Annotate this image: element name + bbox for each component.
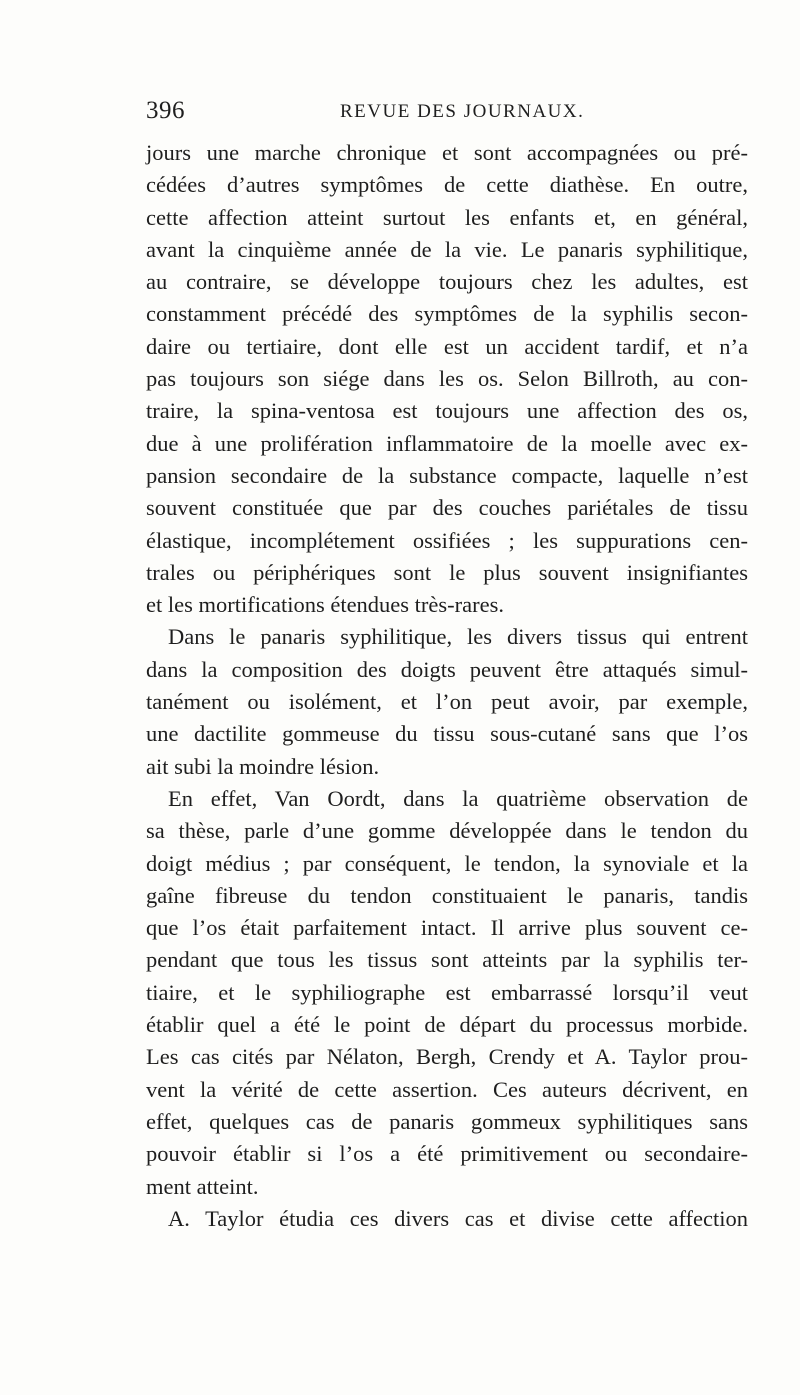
text-line: souvent constituée que par des couches pariétales de tissu: [146, 495, 748, 521]
text-line: pas toujours son siége dans les os. Selon Billroth, au con-: [146, 366, 748, 392]
text-line: constamment précédé des symptômes de la syphilis secon-: [146, 301, 748, 327]
page-number: 396: [146, 97, 185, 124]
running-title: REVUE DES JOURNAUX.: [340, 101, 585, 122]
text-line: A. Taylor étudia ces divers cas et divise cette affection: [168, 1205, 748, 1231]
text-line: tiaire, et le syphiliographe est embarrassé lorsqu’il veut: [146, 979, 748, 1005]
text-line: due à une prolifération inflammatoire de la moelle avec ex-: [146, 430, 748, 456]
text-line: Dans le panaris syphilitique, les divers tissus qui entrent: [168, 624, 748, 650]
text-line: doigt médius ; par conséquent, le tendon, la synoviale et la: [146, 850, 748, 876]
text-line: établir quel a été le point de départ du processus morbide.: [146, 1012, 748, 1038]
text-line: vent la vérité de cette assertion. Ces auteurs décrivent, en: [146, 1076, 748, 1102]
text-line: cette affection atteint surtout les enfants et, en général,: [146, 204, 748, 230]
text-line: daire ou tertiaire, dont elle est un accident tardif, et n’a: [146, 333, 748, 359]
page-header: [146, 94, 748, 134]
text-line: pansion secondaire de la substance compacte, laquelle n’est: [146, 462, 748, 488]
text-line: pendant que tous les tissus sont atteints par la syphilis ter-: [146, 947, 748, 973]
text-line: pouvoir établir si l’os a été primitivement ou secondaire-: [146, 1141, 748, 1167]
text-line: que l’os était parfaitement intact. Il arrive plus souvent ce-: [146, 915, 748, 941]
text-line: ment atteint.: [146, 1173, 259, 1199]
text-line: trales ou périphériques sont le plus souvent insignifiantes: [146, 559, 748, 585]
text-line: jours une marche chronique et sont accompagnées ou pré-: [146, 140, 748, 165]
text-line: gaîne fibreuse du tendon constituaient le panaris, tandis: [146, 882, 748, 908]
text-line: tanément ou isolément, et l’on peut avoir, par exemple,: [146, 689, 748, 715]
text-line: traire, la spina-ventosa est toujours une affection des os,: [146, 398, 748, 424]
text-line: élastique, incomplétement ossifiées ; les suppurations cen-: [146, 527, 748, 553]
text-line: dans la composition des doigts peuvent être attaqués simul-: [146, 656, 748, 682]
text-line: avant la cinquième année de la vie. Le panaris syphilitique,: [146, 236, 748, 262]
text-line: cédées d’autres symptômes de cette diathèse. En outre,: [146, 172, 748, 198]
text-line: ait subi la moindre lésion.: [146, 753, 380, 779]
text-line: et les mortifications étendues très-rares.: [146, 592, 504, 618]
text-line: effet, quelques cas de panaris gommeux syphilitiques sans: [146, 1108, 748, 1134]
text-line: En effet, Van Oordt, dans la quatrième observation de: [168, 785, 748, 811]
text-line: sa thèse, parle d’une gomme développée dans le tendon du: [146, 818, 748, 844]
body-text: [146, 137, 748, 1235]
text-line: au contraire, se développe toujours chez les adultes, est: [146, 269, 748, 295]
text-line: une dactilite gommeuse du tissu sous-cutané sans que l’os: [146, 721, 748, 747]
text-line: Les cas cités par Nélaton, Bergh, Crendy et A. Taylor prou-: [146, 1044, 748, 1070]
